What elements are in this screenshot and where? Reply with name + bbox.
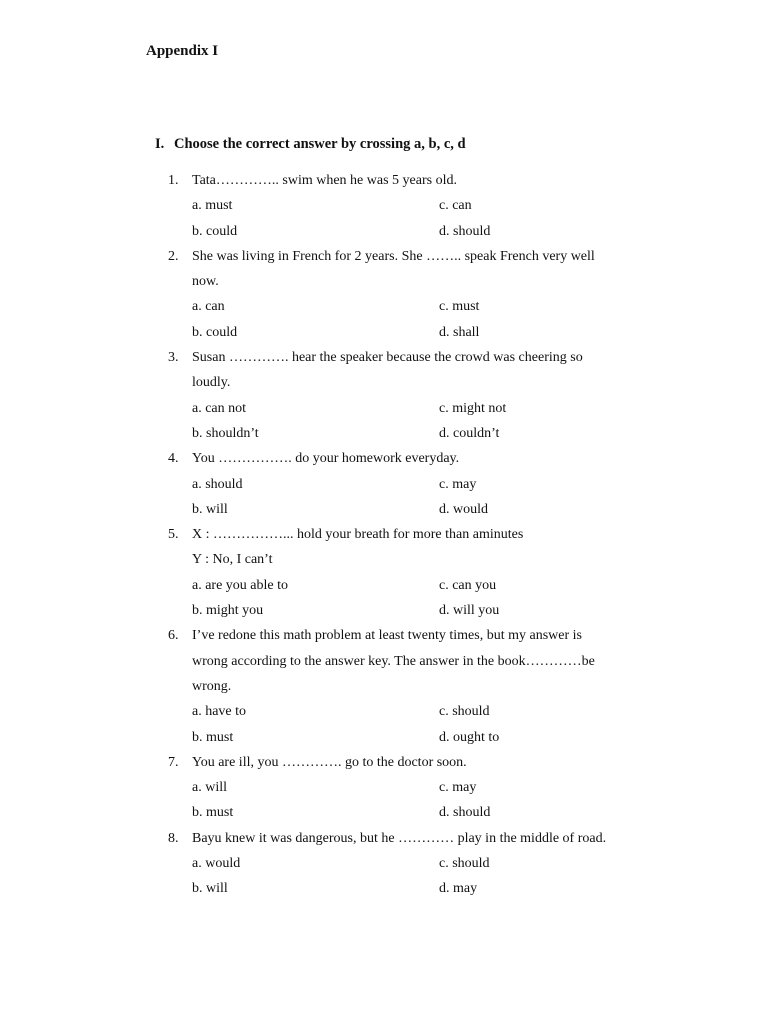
- answer-option[interactable]: c. must: [439, 299, 480, 315]
- answer-option[interactable]: b. could: [192, 324, 238, 340]
- option-row: [0, 219, 768, 244]
- question-number: 3.: [168, 350, 179, 366]
- question-text: wrong according to the answer key. The answer in the book…………be: [192, 653, 595, 669]
- answer-option[interactable]: c. should: [439, 856, 490, 872]
- question-item: [0, 345, 768, 446]
- question-line: [0, 674, 768, 699]
- answer-option[interactable]: c. might not: [439, 400, 507, 416]
- section-instruction: Choose the correct answer by crossing a, b, c, d: [174, 136, 466, 152]
- answer-option[interactable]: c. may: [439, 780, 477, 796]
- answer-option[interactable]: a. must: [192, 198, 233, 214]
- option-row: [0, 876, 768, 901]
- answer-option[interactable]: a. have to: [192, 704, 247, 720]
- option-row: [0, 421, 768, 446]
- question-number: 6.: [168, 628, 179, 644]
- question-number: 2.: [168, 248, 179, 264]
- question-item: [0, 623, 768, 749]
- answer-option[interactable]: a. will: [192, 780, 227, 796]
- question-line: [0, 446, 768, 471]
- answer-option[interactable]: b. must: [192, 729, 234, 745]
- question-line: [0, 345, 768, 370]
- question-line: [0, 269, 768, 294]
- answer-option[interactable]: c. should: [439, 704, 490, 720]
- question-text: Tata………….. swim when he was 5 years old.: [192, 173, 457, 188]
- answer-option[interactable]: d. may: [439, 881, 478, 897]
- question-line: [0, 750, 768, 775]
- answer-option[interactable]: d. couldn’t: [439, 425, 500, 441]
- section-title: [155, 136, 466, 153]
- option-row: [0, 573, 768, 598]
- question-line: [0, 168, 768, 193]
- answer-option[interactable]: d. shall: [439, 324, 480, 340]
- answer-option[interactable]: c. may: [439, 476, 477, 492]
- option-row: [0, 396, 768, 421]
- question-line: [0, 522, 768, 547]
- answer-option[interactable]: c. can: [439, 198, 472, 214]
- question-text: wrong.: [192, 678, 232, 694]
- answer-option[interactable]: d. ought to: [439, 729, 500, 745]
- question-line: [0, 649, 768, 674]
- question-text: X : ……………... hold your breath for more than aminutes: [192, 527, 524, 543]
- answer-option[interactable]: b. will: [192, 881, 228, 897]
- question-number: 5.: [168, 527, 179, 543]
- question-line: [0, 826, 768, 851]
- question-text: now.: [192, 274, 219, 290]
- question-item: [0, 522, 768, 623]
- option-row: [0, 497, 768, 522]
- option-row: [0, 775, 768, 800]
- answer-option[interactable]: b. could: [192, 223, 238, 239]
- question-text: Bayu knew it was dangerous, but he ………… play in the middle of road.: [192, 830, 607, 846]
- option-row: [0, 699, 768, 724]
- option-row: [0, 800, 768, 825]
- question-text: Susan …………. hear the speaker because the crowd was cheering so: [192, 350, 583, 366]
- option-row: [0, 294, 768, 319]
- option-row: [0, 598, 768, 623]
- answer-option[interactable]: c. can you: [439, 577, 497, 593]
- answer-option[interactable]: a. would: [192, 856, 241, 872]
- question-item: [0, 244, 768, 345]
- question-number: 8.: [168, 830, 179, 846]
- option-row: [0, 320, 768, 345]
- question-text: You are ill, you …………. go to the doctor soon.: [192, 754, 467, 770]
- answer-option[interactable]: a. can not: [192, 400, 247, 416]
- question-number: 4.: [168, 451, 179, 467]
- question-item: [0, 446, 768, 522]
- answer-option[interactable]: b. might you: [192, 603, 264, 619]
- option-row: [0, 472, 768, 497]
- answer-option[interactable]: b. must: [192, 805, 234, 821]
- answer-option[interactable]: b. shouldn’t: [192, 425, 259, 441]
- question-line: [0, 244, 768, 269]
- answer-option[interactable]: d. will you: [439, 603, 500, 619]
- question-line: [0, 547, 768, 572]
- appendix-heading: Appendix I: [146, 43, 219, 59]
- answer-option[interactable]: a. can: [192, 299, 225, 315]
- answer-option[interactable]: b. will: [192, 501, 228, 517]
- question-item: [0, 750, 768, 826]
- option-row: [0, 725, 768, 750]
- question-text: You ……………. do your homework everyday.: [192, 451, 460, 467]
- question-text: I’ve redone this math problem at least twenty times, but my answer is: [192, 628, 582, 644]
- question-line: [0, 623, 768, 648]
- answer-option[interactable]: a. should: [192, 476, 243, 492]
- question-text: Y : No, I can’t: [192, 552, 273, 568]
- question-list: [0, 168, 768, 902]
- question-text: She was living in French for 2 years. She …….. speak French very well: [192, 248, 595, 264]
- question-line: [0, 370, 768, 395]
- question-number: 7.: [168, 754, 179, 770]
- option-row: [0, 193, 768, 218]
- option-row: [0, 851, 768, 876]
- answer-option[interactable]: d. should: [439, 805, 491, 821]
- question-item: [0, 826, 768, 902]
- question-item: [0, 168, 768, 244]
- answer-option[interactable]: d. should: [439, 223, 491, 239]
- answer-option[interactable]: d. would: [439, 501, 488, 517]
- question-number: 1.: [168, 173, 179, 188]
- answer-option[interactable]: a. are you able to: [192, 577, 289, 593]
- section-number: I.: [155, 136, 165, 152]
- question-text: loudly.: [192, 375, 231, 391]
